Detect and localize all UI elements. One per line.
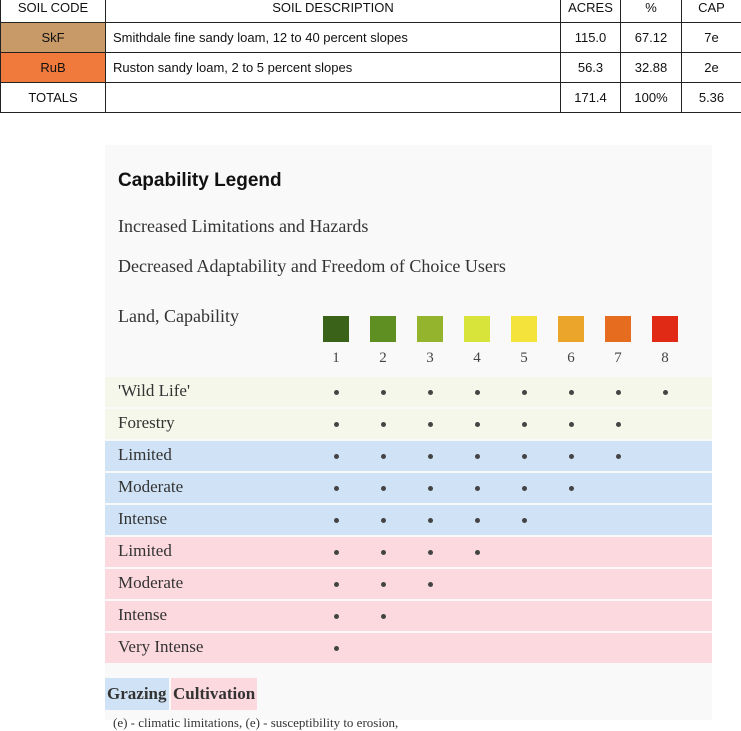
class-4-number: 4 — [464, 350, 490, 367]
suitability-dot — [616, 390, 621, 395]
class-3-number: 3 — [417, 350, 443, 367]
capability-row-other — [105, 409, 712, 439]
class-1-number: 1 — [323, 350, 349, 367]
header-acres: ACRES — [561, 0, 621, 23]
suitability-dot — [475, 518, 480, 523]
class-1-swatch — [323, 316, 349, 342]
totals-percent: 100% — [621, 83, 682, 113]
row-label: Intense — [118, 605, 167, 625]
capability-row-cultivation — [105, 569, 712, 599]
acres-cell: 56.3 — [561, 53, 621, 83]
soil-code-cell: RuB — [1, 53, 106, 83]
table-row — [1, 53, 741, 83]
capability-row-grazing — [105, 505, 712, 535]
capability-row-cultivation — [105, 537, 712, 567]
suitability-dot — [522, 422, 527, 427]
suitability-dot — [522, 518, 527, 523]
suitability-dot — [428, 486, 433, 491]
class-4-swatch — [464, 316, 490, 342]
suitability-dot — [428, 582, 433, 587]
suitability-dot — [334, 518, 339, 523]
suitability-dot — [475, 486, 480, 491]
suitability-dot — [381, 550, 386, 555]
cultivation-label: Cultivation — [171, 678, 257, 710]
class-7-number: 7 — [605, 350, 631, 367]
suitability-dot — [334, 486, 339, 491]
suitability-dot — [569, 486, 574, 491]
land-capability-label: Land, Capability — [118, 306, 239, 327]
suitability-dot — [334, 422, 339, 427]
totals-description — [106, 83, 561, 113]
suitability-dot — [475, 550, 480, 555]
capability-row-other — [105, 377, 712, 407]
table-row — [1, 23, 741, 53]
capability-row-cultivation — [105, 633, 712, 663]
header-cap: CAP — [682, 0, 741, 23]
row-label: Moderate — [118, 477, 183, 497]
header-soil-code: SOIL CODE — [1, 0, 106, 23]
suitability-dot — [522, 486, 527, 491]
class-6-swatch — [558, 316, 584, 342]
row-label: Limited — [118, 541, 172, 561]
class-5-number: 5 — [511, 350, 537, 367]
suitability-dot — [428, 390, 433, 395]
totals-row — [1, 83, 741, 113]
class-8-number: 8 — [652, 350, 678, 367]
class-3-swatch — [417, 316, 443, 342]
suitability-dot — [522, 454, 527, 459]
suitability-dot — [334, 454, 339, 459]
suitability-dot — [663, 390, 668, 395]
suitability-dot — [475, 390, 480, 395]
suitability-dot — [569, 454, 574, 459]
percent-cell: 32.88 — [621, 53, 682, 83]
soil-code-cell: SkF — [1, 23, 106, 53]
suitability-dot — [616, 454, 621, 459]
suitability-dot — [381, 518, 386, 523]
row-label: 'Wild Life' — [118, 381, 190, 401]
suitability-dot — [381, 486, 386, 491]
suitability-dot — [428, 518, 433, 523]
limitations-line: Increased Limitations and Hazards — [118, 216, 368, 237]
legend-footnote: (e) - climatic limitations, (e) - susceptibility to erosion, — [113, 715, 398, 731]
class-8-swatch — [652, 316, 678, 342]
suitability-dot — [381, 614, 386, 619]
row-label: Moderate — [118, 573, 183, 593]
cap-cell: 2e — [682, 53, 741, 83]
soil-description-cell: Smithdale fine sandy loam, 12 to 40 percent slopes — [106, 23, 561, 53]
acres-cell: 115.0 — [561, 23, 621, 53]
suitability-dot — [334, 390, 339, 395]
totals-acres: 171.4 — [561, 83, 621, 113]
suitability-dot — [334, 550, 339, 555]
adaptability-line: Decreased Adaptability and Freedom of Choice Users — [118, 256, 506, 277]
class-5-swatch — [511, 316, 537, 342]
legend-title: Capability Legend — [118, 170, 282, 192]
suitability-dot — [428, 454, 433, 459]
row-label: Forestry — [118, 413, 175, 433]
totals-label: TOTALS — [1, 83, 106, 113]
percent-cell: 67.12 — [621, 23, 682, 53]
suitability-dot — [334, 614, 339, 619]
row-label: Very Intense — [118, 637, 203, 657]
capability-legend — [105, 145, 712, 720]
soil-table — [0, 0, 741, 113]
suitability-dot — [381, 422, 386, 427]
suitability-dot — [381, 390, 386, 395]
suitability-dot — [381, 454, 386, 459]
class-2-swatch — [370, 316, 396, 342]
grazing-label: Grazing — [105, 678, 169, 710]
suitability-dot — [334, 646, 339, 651]
header-soil-description: SOIL DESCRIPTION — [106, 0, 561, 23]
class-7-swatch — [605, 316, 631, 342]
row-label: Limited — [118, 445, 172, 465]
class-6-number: 6 — [558, 350, 584, 367]
suitability-dot — [475, 454, 480, 459]
class-2-number: 2 — [370, 350, 396, 367]
capability-row-grazing — [105, 441, 712, 471]
capability-row-grazing — [105, 473, 712, 503]
suitability-dot — [381, 582, 386, 587]
suitability-dot — [475, 422, 480, 427]
header-percent: % — [621, 0, 682, 23]
suitability-dot — [522, 390, 527, 395]
suitability-dot — [616, 422, 621, 427]
suitability-dot — [334, 582, 339, 587]
row-label: Intense — [118, 509, 167, 529]
soil-table-header — [1, 0, 741, 23]
suitability-dot — [569, 422, 574, 427]
suitability-dot — [428, 422, 433, 427]
soil-description-cell: Ruston sandy loam, 2 to 5 percent slopes — [106, 53, 561, 83]
suitability-dot — [569, 390, 574, 395]
capability-row-cultivation — [105, 601, 712, 631]
cap-cell: 7e — [682, 23, 741, 53]
suitability-dot — [428, 550, 433, 555]
totals-cap: 5.36 — [682, 83, 741, 113]
